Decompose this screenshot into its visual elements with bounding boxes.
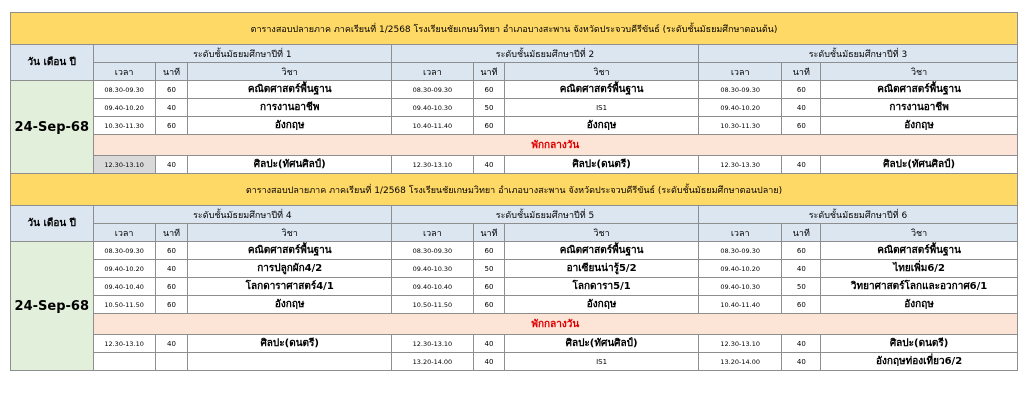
exam-minutes: 40 [473,353,505,371]
time-column-header: เวลา [698,224,782,242]
exam-subject: คณิตศาสตร์พื้นฐาน [188,81,392,99]
exam-time: 09.40-10.40 [93,278,155,296]
exam-subject: อังกฤษท่องเที่ยว6/2 [821,353,1018,371]
exam-time: 09.40-10.20 [93,99,155,117]
grade-level-header: ระดับชั้นมัธยมศึกษาปีที่ 4 [93,206,392,224]
exam-minutes: 60 [782,117,821,135]
exam-time: 12.30-13.10 [93,156,155,174]
exam-minutes: 50 [473,99,505,117]
exam-time: 10.50-11.50 [392,296,474,314]
exam-slot-row [11,278,1018,296]
exam-time: 08.30-09.30 [392,81,474,99]
time-column-header: เวลา [392,63,474,81]
date-column-header: วัน เดือน ปี [11,45,94,81]
exam-time: 08.30-09.30 [93,242,155,260]
exam-minutes: 50 [473,260,505,278]
column-header-row [11,63,1018,81]
exam-subject: อังกฤษ [188,117,392,135]
exam-subject: คณิตศาสตร์พื้นฐาน [821,242,1018,260]
exam-minutes: 40 [782,99,821,117]
exam-subject: IS1 [505,99,699,117]
exam-time: 13.20-14.00 [698,353,782,371]
exam-minutes: 60 [155,242,188,260]
exam-subject: ไทยเพิ่ม6/2 [821,260,1018,278]
exam-slot-row [11,260,1018,278]
schedule-title-row [11,13,1018,45]
grade-level-header: ระดับชั้นมัธยมศึกษาปีที่ 6 [698,206,1017,224]
exam-minutes: 40 [782,156,821,174]
exam-subject: ศิลปะ(ทัศนศิลป์) [188,156,392,174]
subject-column-header: วิชา [188,224,392,242]
exam-time: 12.30-13.10 [698,335,782,353]
exam-minutes: 60 [782,296,821,314]
exam-time: 09.40-10.20 [698,260,782,278]
exam-time: 08.30-09.30 [698,242,782,260]
exam-subject: อังกฤษ [188,296,392,314]
exam-time: 12.30-13.10 [392,335,474,353]
exam-time: 13.20-14.00 [392,353,474,371]
exam-slot-row [11,335,1018,353]
exam-minutes: 60 [473,81,505,99]
grade-level-header: ระดับชั้นมัธยมศึกษาปีที่ 3 [698,45,1017,63]
exam-time: 08.30-09.30 [93,81,155,99]
lunch-break-row [11,135,1018,156]
exam-slot-row [11,242,1018,260]
exam-subject: อังกฤษ [505,117,699,135]
exam-subject: ศิลปะ(ทัศนศิลป์) [505,335,699,353]
grade-level-header: ระดับชั้นมัธยมศึกษาปีที่ 1 [93,45,392,63]
exam-minutes: 60 [473,278,505,296]
exam-time [93,353,155,371]
minutes-column-header: นาที [155,63,188,81]
minutes-column-header: นาที [155,224,188,242]
exam-time: 10.50-11.50 [93,296,155,314]
exam-time: 09.40-10.20 [698,99,782,117]
exam-minutes: 60 [155,278,188,296]
exam-slot-row [11,117,1018,135]
exam-time: 09.40-10.30 [392,260,474,278]
subject-column-header: วิชา [821,63,1018,81]
lunch-break-label: พักกลางวัน [93,135,1017,156]
grade-level-header: ระดับชั้นมัธยมศึกษาปีที่ 2 [392,45,699,63]
exam-minutes: 50 [782,278,821,296]
exam-schedule-table [10,12,1018,371]
exam-minutes: 40 [155,156,188,174]
lunch-break-label: พักกลางวัน [93,314,1017,335]
exam-minutes: 60 [155,296,188,314]
exam-minutes: 40 [782,335,821,353]
exam-subject: โลกดารา5/1 [505,278,699,296]
exam-subject: การงานอาชีพ [821,99,1018,117]
exam-minutes: 40 [155,260,188,278]
exam-subject: ศิลปะ(ดนตรี) [505,156,699,174]
exam-minutes: 60 [473,117,505,135]
minutes-column-header: นาที [473,224,505,242]
subject-column-header: วิชา [821,224,1018,242]
exam-subject: ศิลปะ(ดนตรี) [821,335,1018,353]
time-column-header: เวลา [392,224,474,242]
exam-slot-row [11,353,1018,371]
subject-column-header: วิชา [188,63,392,81]
exam-subject: อังกฤษ [821,117,1018,135]
exam-time: 09.40-10.40 [392,278,474,296]
exam-subject: การงานอาชีพ [188,99,392,117]
minutes-column-header: นาที [473,63,505,81]
exam-time: 10.40-11.40 [698,296,782,314]
exam-slot-row [11,99,1018,117]
exam-minutes: 60 [155,81,188,99]
exam-subject: โลกดาราศาสตร์4/1 [188,278,392,296]
exam-minutes: 60 [473,296,505,314]
exam-subject: คณิตศาสตร์พื้นฐาน [505,81,699,99]
date-column-header: วัน เดือน ปี [11,206,94,242]
exam-subject: อาเซียนน่ารู้5/2 [505,260,699,278]
schedule-title: ตารางสอบปลายภาค ภาคเรียนที่ 1/2568 โรงเรียนชัยเกษมวิทยา อำเภอบางสะพาน จังหวัดประจวบคีรีขันธ์ (ระดับชั้นมัธยมศึกษาตอนปลาย) [11,174,1018,206]
exam-subject: คณิตศาสตร์พื้นฐาน [505,242,699,260]
exam-time: 08.30-09.30 [698,81,782,99]
subject-column-header: วิชา [505,224,699,242]
exam-subject: วิทยาศาสตร์โลกและอวกาศ6/1 [821,278,1018,296]
exam-time: 12.30-13.10 [93,335,155,353]
exam-time: 10.30-11.30 [698,117,782,135]
grade-level-header: ระดับชั้นมัธยมศึกษาปีที่ 5 [392,206,699,224]
lunch-break-row [11,314,1018,335]
exam-subject [188,353,392,371]
exam-date: 24-Sep-68 [11,81,94,174]
schedule-title-row [11,174,1018,206]
exam-slot-row [11,156,1018,174]
exam-time: 10.40-11.40 [392,117,474,135]
exam-time: 09.40-10.20 [93,260,155,278]
exam-minutes: 40 [782,353,821,371]
exam-minutes: 60 [155,117,188,135]
exam-date: 24-Sep-68 [11,242,94,371]
exam-subject: การปลูกผัก4/2 [188,260,392,278]
minutes-column-header: นาที [782,224,821,242]
column-header-row [11,224,1018,242]
exam-minutes: 40 [473,156,505,174]
exam-subject: IS1 [505,353,699,371]
exam-subject: ศิลปะ(ดนตรี) [188,335,392,353]
exam-time: 09.40-10.30 [698,278,782,296]
exam-minutes: 40 [155,99,188,117]
exam-subject: คณิตศาสตร์พื้นฐาน [821,81,1018,99]
exam-subject: อังกฤษ [505,296,699,314]
time-column-header: เวลา [93,224,155,242]
exam-subject: อังกฤษ [821,296,1018,314]
exam-minutes: 60 [473,242,505,260]
time-column-header: เวลา [698,63,782,81]
exam-slot-row [11,81,1018,99]
exam-minutes: 40 [473,335,505,353]
schedule-title: ตารางสอบปลายภาค ภาคเรียนที่ 1/2568 โรงเรียนชัยเกษมวิทยา อำเภอบางสะพาน จังหวัดประจวบคีรีขันธ์ (ระดับชั้นมัธยมศึกษาตอนต้น) [11,13,1018,45]
minutes-column-header: นาที [782,63,821,81]
subject-column-header: วิชา [505,63,699,81]
grade-level-row [11,206,1018,224]
grade-level-row [11,45,1018,63]
exam-slot-row [11,296,1018,314]
exam-time: 12.30-13.30 [698,156,782,174]
exam-minutes: 40 [155,335,188,353]
exam-time: 10.30-11.30 [93,117,155,135]
exam-minutes: 40 [782,260,821,278]
exam-minutes [155,353,188,371]
exam-subject: ศิลปะ(ทัศนศิลป์) [821,156,1018,174]
exam-subject: คณิตศาสตร์พื้นฐาน [188,242,392,260]
exam-time: 09.40-10.30 [392,99,474,117]
exam-minutes: 60 [782,242,821,260]
exam-minutes: 60 [782,81,821,99]
time-column-header: เวลา [93,63,155,81]
exam-time: 12.30-13.10 [392,156,474,174]
exam-time: 08.30-09.30 [392,242,474,260]
